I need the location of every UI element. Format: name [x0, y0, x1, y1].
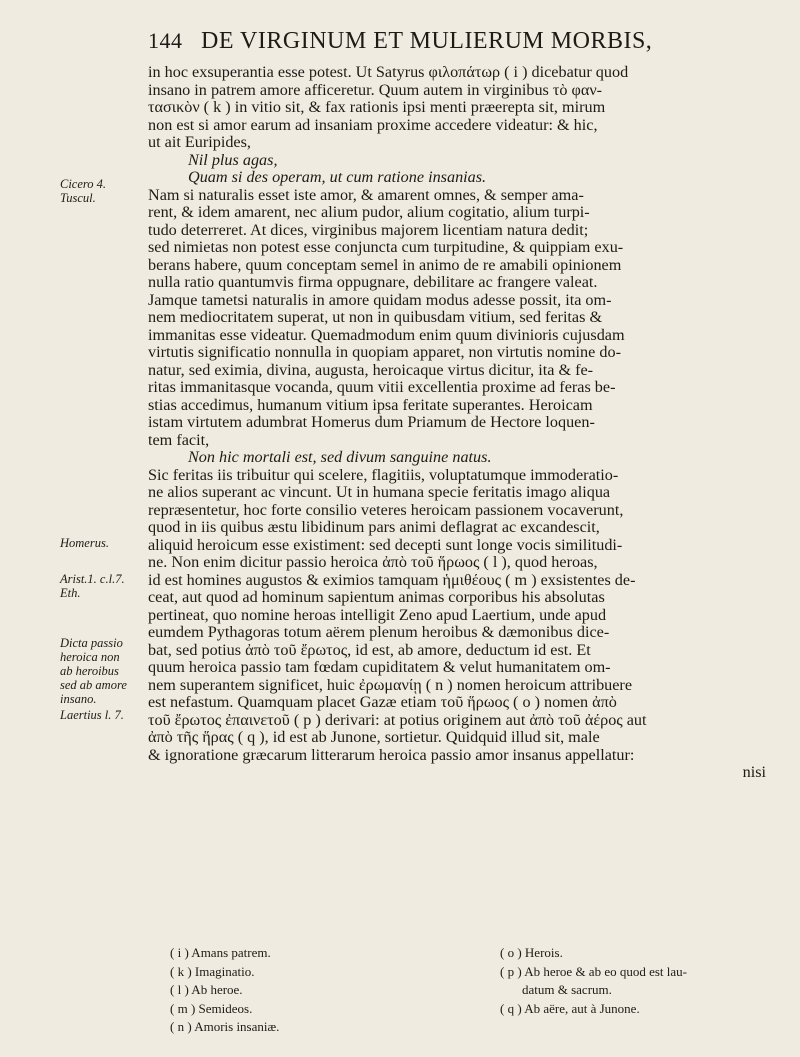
footnotes-left: [170, 944, 470, 1037]
text-line: ne alios superant ac vincunt. Ut in humana specie feritatis imago aliqua: [148, 484, 611, 501]
text-line: aliquid heroicum esse existiment: sed decepti sunt longe vocis similitudi-: [148, 536, 623, 554]
text-line: berans habere, quum conceptam semel in animo de re amabili opinionem: [148, 256, 622, 274]
footnote: ( p ) Ab heroe & ab eo quod est lau-: [500, 963, 688, 979]
text-line: nem mediocritatem superat, ut non in quibusdam vitium, sed feritas &: [148, 309, 603, 326]
footnote: datum & sacrum.: [522, 982, 612, 997]
text-line: ceat, aut quod ad hominum sapientum animas corporibus his absolutas: [148, 589, 605, 606]
text-line: τοῦ ἔρωτος ἐπαινετοῦ ( p ) derivari: at potius originem aut ἀπὸ τοῦ ἀέρος aut: [148, 711, 647, 729]
text-line: natur, sed eximia, divina, augusta, heroicaque virtus dicitur, ita & fe-: [148, 361, 594, 379]
margin-note-line: ab heroibus: [60, 664, 119, 678]
footnote: ( m ) Semideos.: [170, 1000, 253, 1016]
footnote: ( l ) Ab heroe.: [170, 982, 243, 997]
margin-note-line: Tuscul.: [60, 191, 96, 205]
text-line: quod in iis quibus æstu libidinum pars animi deflagrat ac excandescit,: [148, 519, 600, 536]
text-line: τασικὸν ( k ) in vitio sit, & fax rationis ipsi menti præerepta sit, mirum: [148, 99, 606, 116]
margin-note-line: Laertius l. 7.: [60, 708, 124, 722]
margin-note-line: heroica non: [60, 650, 120, 664]
text-line: tudo deterreret. At dices, virginibus majorem licentiam natura dedit;: [148, 221, 589, 239]
text-line: ἀπὸ τῆς ἥρας ( q ), id est ab Junone, sortietur. Quidquid illud sit, male: [148, 729, 600, 746]
text-line: & ignoratione græcarum litterarum heroica passio amor insanus appellatur:: [148, 746, 635, 764]
text-line: bat, sed potius ἀπὸ τοῦ ἔρωτος, id est, ab amore, deductum id est. Et: [148, 641, 591, 659]
text-line: insano in patrem amore afficeretur. Quum autem in virginibus τὸ φαν-: [148, 81, 603, 99]
text-line: immanitas esse videatur. Quemadmodum enim quum divinioris cujusdam: [148, 326, 625, 344]
text-line: Jamque tametsi naturalis in amore quidam modus adesse possit, ita om-: [148, 291, 612, 309]
margin-note-line: Cicero 4.: [60, 177, 107, 191]
footnote: ( i ) Amans patrem.: [170, 945, 271, 960]
text-line: ut ait Euripides,: [148, 134, 251, 151]
margin-note: [60, 536, 142, 550]
footnote: ( k ) Imaginatio.: [170, 963, 255, 979]
margin-note: [60, 177, 142, 205]
margin-note-line: Eth.: [60, 586, 81, 600]
margin-note-line: Homerus.: [60, 536, 109, 550]
margin-note-line: Arist.1. c.l.7.: [60, 572, 125, 586]
text-line: istam virtutem adumbrat Homerus dum Priamum de Hectore loquen-: [148, 414, 595, 431]
text-line: nisi: [742, 764, 766, 781]
text-line: Nam si naturalis esset iste amor, & amarent omnes, & semper ama-: [148, 186, 584, 204]
text-line: virtutis significatio nonnulla in quopiam apparet, non virtutis nomine do-: [148, 344, 621, 361]
text-line: in hoc exsuperantia esse potest. Ut Satyrus φιλοπάτωρ ( i ) dicebatur quod: [148, 64, 629, 81]
page-header: [148, 28, 748, 55]
text-line: non est si amor earum ad insaniam proxime accedere videatur: & hic,: [148, 116, 598, 134]
margin-note-line: sed ab amore: [60, 678, 127, 692]
text-line: tem facit,: [148, 431, 210, 449]
text-line: Sic feritas iis tribuitur qui scelere, flagitiis, voluptatumque immoderatio-: [148, 466, 619, 484]
text-line: nem superantem significet, huic ἐρωμανίῃ ( n ) nomen heroicum attribuere: [148, 676, 633, 694]
footnotes-right: [500, 944, 770, 1018]
margin-note: [60, 572, 142, 600]
text-line: quum heroica passio tam fœdam cupiditatem & velut humanitatem om-: [148, 659, 611, 676]
text-line: sed nimietas non potest esse conjuncta cum turpitudine, & quippiam exu-: [148, 239, 624, 256]
footnote: ( o ) Herois.: [500, 945, 563, 960]
text-line: nulla ratio quantumvis firma oppugnare, debilitare ac frangere valeat.: [148, 274, 598, 291]
margin-note: [60, 708, 142, 722]
text-line: stias accedimus, humanum vitium ipsa feritate superantes. Heroicam: [148, 396, 593, 414]
text-line: repræsentetur, hoc forte consilio veteres heroicam passionem vocaverunt,: [148, 501, 624, 519]
page-title: DE VIRGINUM ET MULIERUM MORBIS,: [201, 28, 653, 54]
text-line: pertineat, quo nomine heroas intelligit Zeno apud Laertium, unde apud: [148, 606, 607, 624]
text-line: Nil plus agas,: [188, 151, 278, 169]
footnote: ( n ) Amoris insaniæ.: [170, 1019, 280, 1034]
text-line: ne. Non enim dicitur passio heroica ἀπὸ τοῦ ἥρωος ( l ), quod heroas,: [148, 554, 598, 571]
margin-note: [60, 636, 142, 706]
margin-note-line: insano.: [60, 692, 97, 706]
footnote: ( q ) Ab aëre, aut à Junone.: [500, 1000, 640, 1016]
page-number: 144: [148, 28, 183, 53]
body-text: [148, 64, 766, 782]
text-line: id est homines augustos & eximios tamquam ἡμιθέους ( m ) exsistentes de-: [148, 571, 636, 589]
text-line: rent, & idem amarent, nec alium pudor, alium cogitatio, alium turpi-: [148, 204, 590, 221]
margin-note-line: Dicta passio: [60, 636, 123, 650]
text-line: est nefastum. Quamquam placet Gazæ etiam τοῦ ἥρωος ( o ) nomen ἀπὸ: [148, 694, 617, 711]
text-line: ritas immanitasque vocanda, quum vitii excellentia proxime ad feras be-: [148, 379, 616, 396]
text-line: Quam si des operam, ut cum ratione insanias.: [188, 169, 487, 186]
text-line: Non hic mortali est, sed divum sanguine natus.: [188, 449, 492, 466]
text-line: eumdem Pythagoras totum aërem plenum heroibus & dæmonibus dice-: [148, 624, 610, 641]
